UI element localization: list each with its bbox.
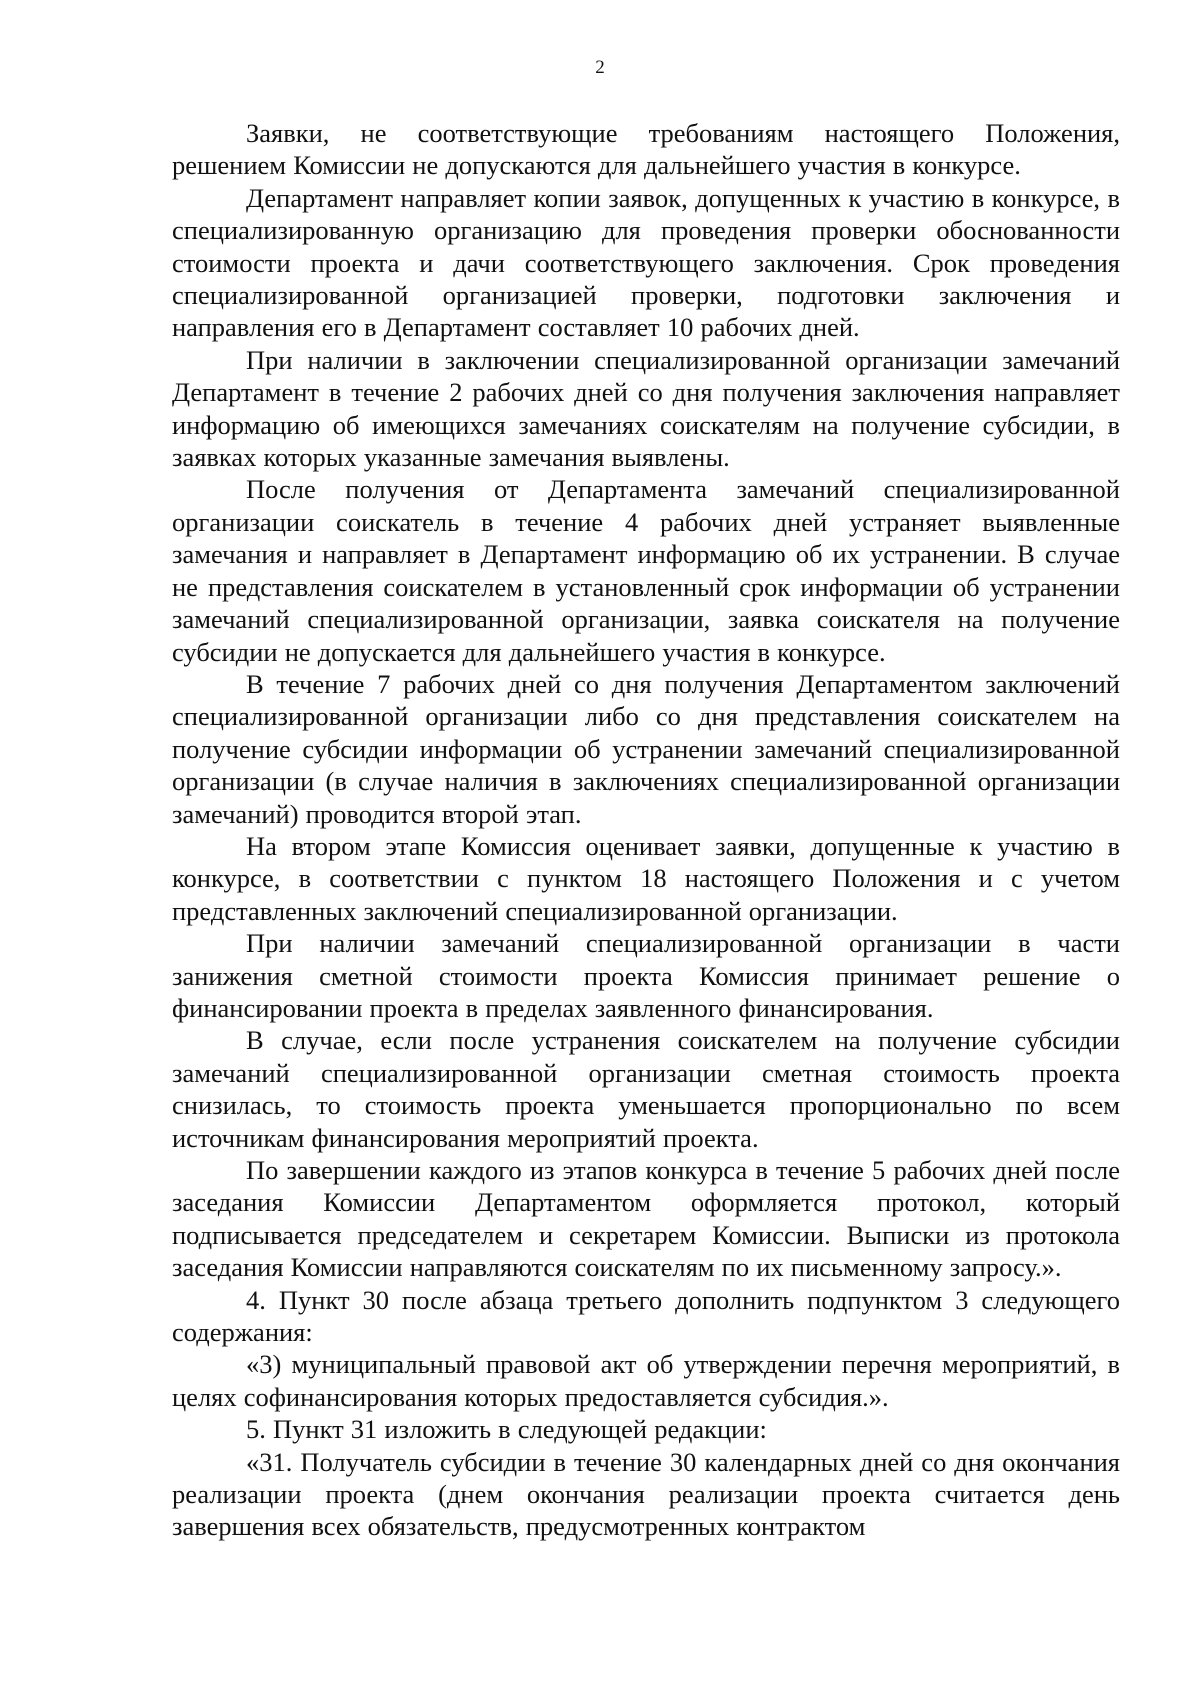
- document-body: [172, 117, 1120, 1543]
- paragraph: 5. Пункт 31 изложить в следующей редакции:: [246, 1414, 767, 1445]
- paragraph: При наличии замечаний специализированной организации в части занижения сметной стоимости проекта Комиссия принимает решение о финансировании проекта в пределах заявленного финансирования.: [172, 928, 1120, 1023]
- paragraph: «3) муниципальный правовой акт об утверждении перечня мероприятий, в целях софинансирования которых предоставляется субсидия.».: [172, 1349, 1120, 1412]
- paragraph: При наличии в заключении специализированной организации замечаний Департамент в течение 2 рабочих дней со дня получения заключения направляет информацию об имеющихся замечаниях соискателям на получение субсидии, в заявках которых указанные замечания выявлены.: [172, 344, 1120, 473]
- paragraph: После получения от Департамента замечаний специализированной организации соискатель в течение 4 рабочих дней устраняет выявленные замечания и направляет в Департамент информацию об их устранении. В случае не представления соискателем в установленный срок информации об устранении замечаний специализированной организации, заявка соискателя на получение субсидии не допускается для дальнейшего участия в конкурсе.: [172, 474, 1120, 667]
- paragraph: Департамент направляет копии заявок, допущенных к участию в конкурсе, в специализированную организацию для проведения проверки обоснованности стоимости проекта и дачи соответствующего заключения. Срок проведения специализированной организацией проверки, подготовки заключения и направления его в Департамент составляет 10 рабочих дней.: [172, 182, 1120, 343]
- paragraph: В течение 7 рабочих дней со дня получения Департаментом заключений специализированной организации либо со дня представления соискателем на получение субсидии информации об устранении замечаний специализированной организации (в случае наличия в заключениях специализированной организации замечаний) проводится второй этап.: [172, 668, 1120, 829]
- page-number: 2: [595, 57, 605, 78]
- paragraph: На втором этапе Комиссия оценивает заявки, допущенные к участию в конкурсе, в соответствии с пунктом 18 настоящего Положения и с учетом представленных заключений специализированной организации.: [172, 830, 1120, 926]
- paragraph: 4. Пункт 30 после абзаца третьего дополнить подпунктом 3 следующего содержания:: [172, 1284, 1120, 1348]
- paragraph: По завершении каждого из этапов конкурса в течение 5 рабочих дней после заседания Комиссии Департаментом оформляется протокол, который подписывается председателем и секретарем Комиссии. Выписки из протокола заседания Комиссии направляются соискателям по их письменному запросу.».: [172, 1155, 1120, 1283]
- paragraph: Заявки, не соответствующие требованиям настоящего Положения, решением Комиссии не допускаются для дальнейшего участия в конкурсе.: [172, 118, 1120, 181]
- paragraph: В случае, если после устранения соискателем на получение субсидии замечаний специализированной организации сметная стоимость проекта снизилась, то стоимость проекта уменьшается пропорционально по всем источникам финансирования мероприятий проекта.: [172, 1025, 1120, 1153]
- paragraph: «31. Получатель субсидии в течение 30 календарных дней со дня окончания реализации проекта (днем окончания реализации проекта считается день завершения всех обязательств, предусмотренных контрактом: [172, 1446, 1120, 1542]
